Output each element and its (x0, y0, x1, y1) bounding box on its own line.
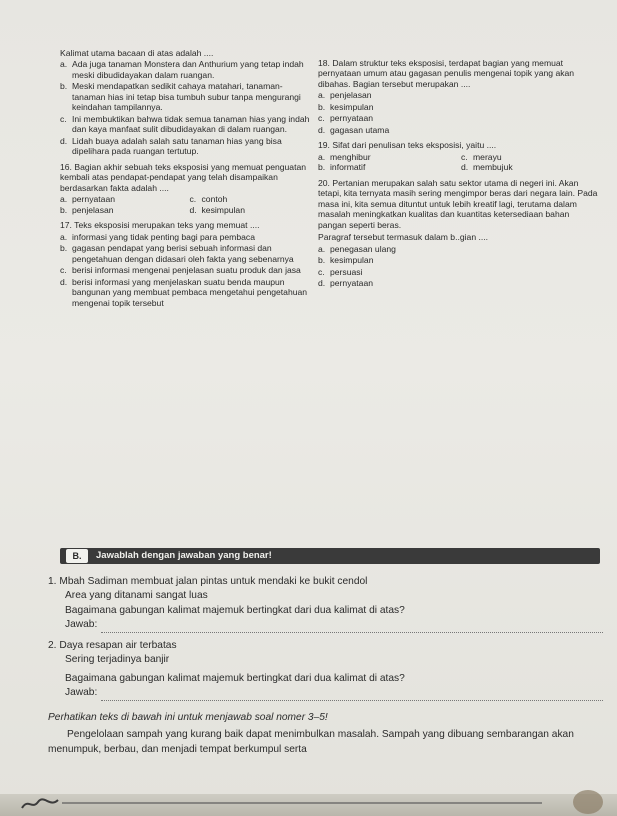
divider-line (62, 802, 542, 804)
sentence-1: Mbah Sadiman membuat jalan pintas untuk mendaki ke bukit cendol (59, 576, 368, 587)
section-title: Jawablah dengan jawaban yang benar! (96, 550, 272, 561)
option-d[interactable]: d. gagasan utama (318, 124, 390, 135)
option-b[interactable]: b. penjelasan (60, 204, 114, 215)
option-a[interactable]: a. penjelasan (318, 90, 372, 101)
essay-prompt: Bagaimana gabungan kalimat majemuk bertingkat dari dua kalimat di atas? (65, 604, 405, 616)
section-b-header (60, 548, 600, 564)
option-d[interactable]: d. berisi informasi yang menjelaskan suatu benda maupun bangunan yang membuat pembaca mengetahui pengetahuan mengenai topik tersebut (60, 276, 308, 308)
question-prompt: Paragraf tersebut termasuk dalam b..gian .... (318, 232, 489, 243)
option-d[interactable]: d. kesimpulan (189, 204, 245, 215)
sentence-1: Daya resapan air terbatas (59, 639, 177, 651)
option-b[interactable]: b. Meski mendapatkan sedikit cahaya matahari, tanaman-tanaman hias ini tetap bisa tumbuh subur tanpa mengurangi keindahan tampilannya. (60, 81, 301, 113)
page-bottom-edge (0, 794, 617, 816)
question-paragraph: 20. Pertanian merupakan salah satu sektor utama di negeri ini. Akan tetapi, kita ternyata masih sering mengimpor beras dari negara lain. Pada masa ini, kita semua dituntut untuk lebih kreatif lagi, terutama dalam masalah meningkatkan kualitas dan kuantitas ketersediaan bahan pangan seperti beras. (318, 177, 598, 230)
left-column (60, 48, 315, 313)
option-a[interactable]: a. penegasan ulang (318, 243, 396, 254)
option-c[interactable]: c. persuasi (318, 266, 363, 277)
question-stem: 19. Sifat dari penulisan teks eksposisi, yaitu .... (318, 140, 497, 151)
answer-field[interactable] (48, 618, 603, 632)
essay-prompt: Bagaimana gabungan kalimat majemuk bertingkat dari dua kalimat di atas? (65, 672, 405, 684)
reading-instruction: Perhatikan teks di bawah ini untuk menjawab soal nomer 3–5! (48, 711, 328, 723)
option-d[interactable]: d. Lidah buaya adalah salah satu tanaman hias yang bisa dipelihara pada ruangan tertutup. (60, 135, 282, 157)
option-c[interactable]: c. contoh (189, 194, 228, 205)
option-c[interactable]: c. pernyataan (318, 113, 374, 124)
pen-scribble-icon (20, 796, 60, 812)
option-b[interactable]: b. kesimpulan (318, 255, 374, 266)
question-16 (60, 162, 315, 215)
option-a[interactable]: a. informasi yang tidak penting bagi para pembaca (60, 231, 255, 242)
option-d[interactable]: d. pernyataan (318, 278, 374, 289)
answer-field[interactable] (48, 686, 603, 700)
sentence-2: Sering terjadinya banjir (65, 654, 170, 666)
question-stem: 16. Bagian akhir sebuah teks eksposisi yang memuat penguatan kembali atas pendapat-pendapat yang telah disampaikan berdasarkan fakta adalah .... (60, 161, 307, 193)
question-stem: Kalimat utama bacaan di atas adalah .... (60, 48, 214, 58)
option-b[interactable]: b. gagasan pendapat yang berisi sebuah informasi dan pengetahuan dengan didasari oleh fakta yang sebenarnya (60, 243, 294, 264)
essay-question-1: 1. Mbah Sadiman membuat jalan pintas untuk mendaki ke bukit cendol Area yang ditanami sangat luas Bagaimana gabungan kalimat majemuk bertingkat dari dua kalimat di atas? Jawab: (48, 575, 603, 633)
answer-line[interactable] (101, 622, 603, 633)
question-19 (318, 140, 600, 172)
object-shadow (573, 790, 603, 814)
option-d[interactable]: d. membujuk (461, 162, 513, 173)
option-c[interactable]: c. Ini membuktikan bahwa tidak semua tanaman hias yang indah dan kaya manfaat sulit dibudidayakan di dalam ruangan. (60, 113, 310, 135)
question-stem: 18. Dalam struktur teks eksposisi, terdapat bagian yang memuat pernyataan umum atau gagasan penulis mengenai topik yang akan dibahas. Bagian tersebut merupakan .... (318, 58, 575, 89)
options-grid (318, 152, 600, 173)
option-a[interactable]: a. pernyataan (60, 194, 116, 205)
answer-label: Jawab: (65, 687, 98, 699)
question-stem: 17. Teks eksposisi merupakan teks yang memuat .... (60, 220, 260, 231)
option-c[interactable]: c. berisi informasi mengenai penjelasan suatu produk dan jasa (60, 265, 301, 276)
section-badge: B. (66, 549, 88, 563)
option-c[interactable]: c. merayu (461, 151, 502, 162)
option-b[interactable]: b. informatif (318, 162, 366, 173)
question-15 (60, 48, 315, 157)
answer-line[interactable] (101, 690, 603, 701)
question-18 (318, 58, 600, 135)
essay-section (48, 575, 603, 757)
sentence-2: Area yang ditanami sangat luas (65, 590, 208, 602)
question-20 (318, 178, 600, 289)
reading-passage: Pengelolaan sampah yang kurang baik dapat menimbulkan masalah. Sampah yang dibuang sembarangan akan menumpuk, berbau, dan menjadi tempat berkumpul serta (48, 729, 574, 755)
right-column (318, 58, 600, 294)
essay-question-2: 2. Daya resapan air terbatas Sering terjadinya banjir Bagaimana gabungan kalimat majemuk bertingkat dari dua kalimat di atas? Jawab: (48, 639, 603, 701)
answer-label: Jawab: (65, 619, 98, 631)
option-a[interactable]: a. Ada juga tanaman Monstera dan Anthurium yang tetap indah meski dibudidayakan dalam ruangan. (60, 59, 304, 80)
options-grid (60, 194, 315, 215)
question-17 (60, 220, 315, 308)
option-a[interactable]: a. menghibur (318, 151, 371, 162)
option-b[interactable]: b. kesimpulan (318, 101, 374, 112)
